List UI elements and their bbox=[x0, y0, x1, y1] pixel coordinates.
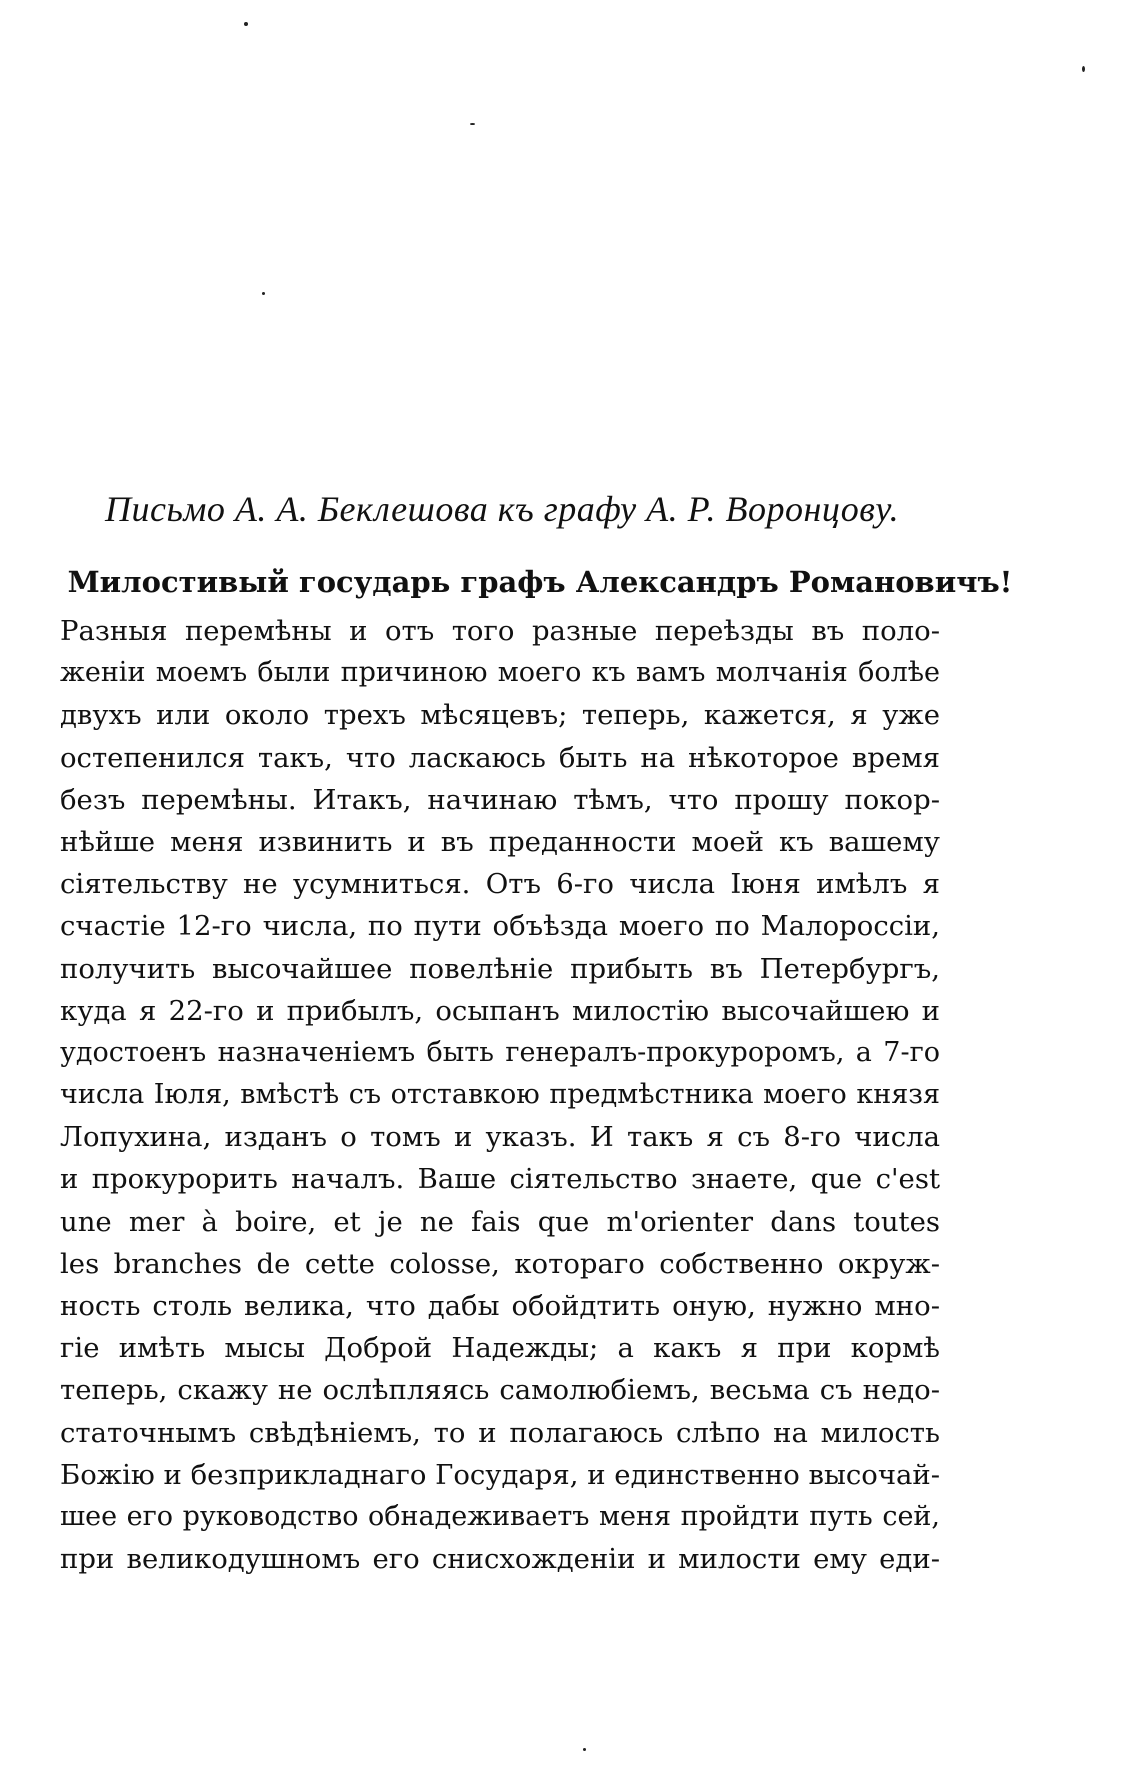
print-speck bbox=[1082, 66, 1085, 72]
text-line: une mer à boire, et je ne fais que m'orienter dans toutes bbox=[60, 1205, 940, 1238]
text-line: и прокурорить началъ. Ваше сіятельство знаете, que c'est bbox=[60, 1163, 940, 1196]
text-line: куда я 22-го и прибылъ, осыпанъ милостію высочайшею и bbox=[60, 994, 940, 1027]
text-line: счастіе 12-го числа, по пути объѣзда моего по Малороссіи, bbox=[60, 910, 940, 943]
text-line: Лопухина, изданъ о томъ и указъ. И такъ я съ 8-го числа bbox=[60, 1121, 940, 1154]
text-line: нѣйше меня извинить и въ преданности моей къ вашему bbox=[60, 825, 940, 858]
text-line: статочнымъ свѣдѣніемъ, то и полагаюсь слѣпо на милость bbox=[60, 1416, 940, 1449]
text-line: Разныя перемѣны и отъ того разные переѣзды въ поло- bbox=[60, 615, 940, 647]
text-line: безъ перемѣны. Итакъ, начинаю тѣмъ, что прошу покор- bbox=[60, 783, 940, 816]
print-speck bbox=[244, 22, 248, 26]
letter-body bbox=[60, 610, 940, 1580]
print-speck bbox=[583, 1748, 586, 1751]
text-line: ность столь велика, что дабы обойдтить оную, нужно мно- bbox=[60, 1290, 940, 1322]
text-line: двухъ или около трехъ мѣсяцевъ; теперь, кажется, я уже bbox=[60, 699, 940, 732]
text-line: остепенился такъ, что ласкаюсь быть на нѣкоторое время bbox=[60, 741, 940, 774]
text-line: Божію и безприкладнаго Государя, и единственно высочай- bbox=[60, 1458, 941, 1491]
letter-title: Письмо А. А. Беклешова къ графу А. Р. Воронцову. bbox=[105, 489, 900, 529]
text-line: сіятельству не усумниться. Отъ 6-го числа Іюня имѣлъ я bbox=[60, 868, 940, 901]
text-line: числа Іюля, вмѣстѣ съ отставкою предмѣстника моего князя bbox=[60, 1079, 940, 1111]
letter-salutation: Милостивый государь графъ Александръ Романовичъ! bbox=[67, 565, 1013, 599]
print-speck bbox=[262, 292, 265, 295]
text-line: гіе имѣть мысы Доброй Надежды; а какъ я при кормѣ bbox=[60, 1332, 940, 1365]
text-line: получить высочайшее повелѣніе прибыть въ Петербургъ, bbox=[60, 952, 940, 985]
text-line: шее его руководство обнадеживаетъ меня пройдти путь сей, bbox=[60, 1500, 940, 1532]
print-speck bbox=[470, 123, 475, 125]
text-line: удостоенъ назначеніемъ быть генералъ-прокуроромъ, а 7-го bbox=[60, 1036, 940, 1068]
text-line: les branches de cette colosse, котораго собственно окруж- bbox=[60, 1247, 940, 1280]
text-line: женіи моемъ были причиною моего къ вамъ молчанія болѣе bbox=[60, 657, 940, 689]
text-line: теперь, скажу не ослѣпляясь самолюбіемъ, весьма съ недо- bbox=[60, 1374, 940, 1407]
text-line: при великодушномъ его снисхожденіи и милости ему еди- bbox=[60, 1543, 940, 1576]
